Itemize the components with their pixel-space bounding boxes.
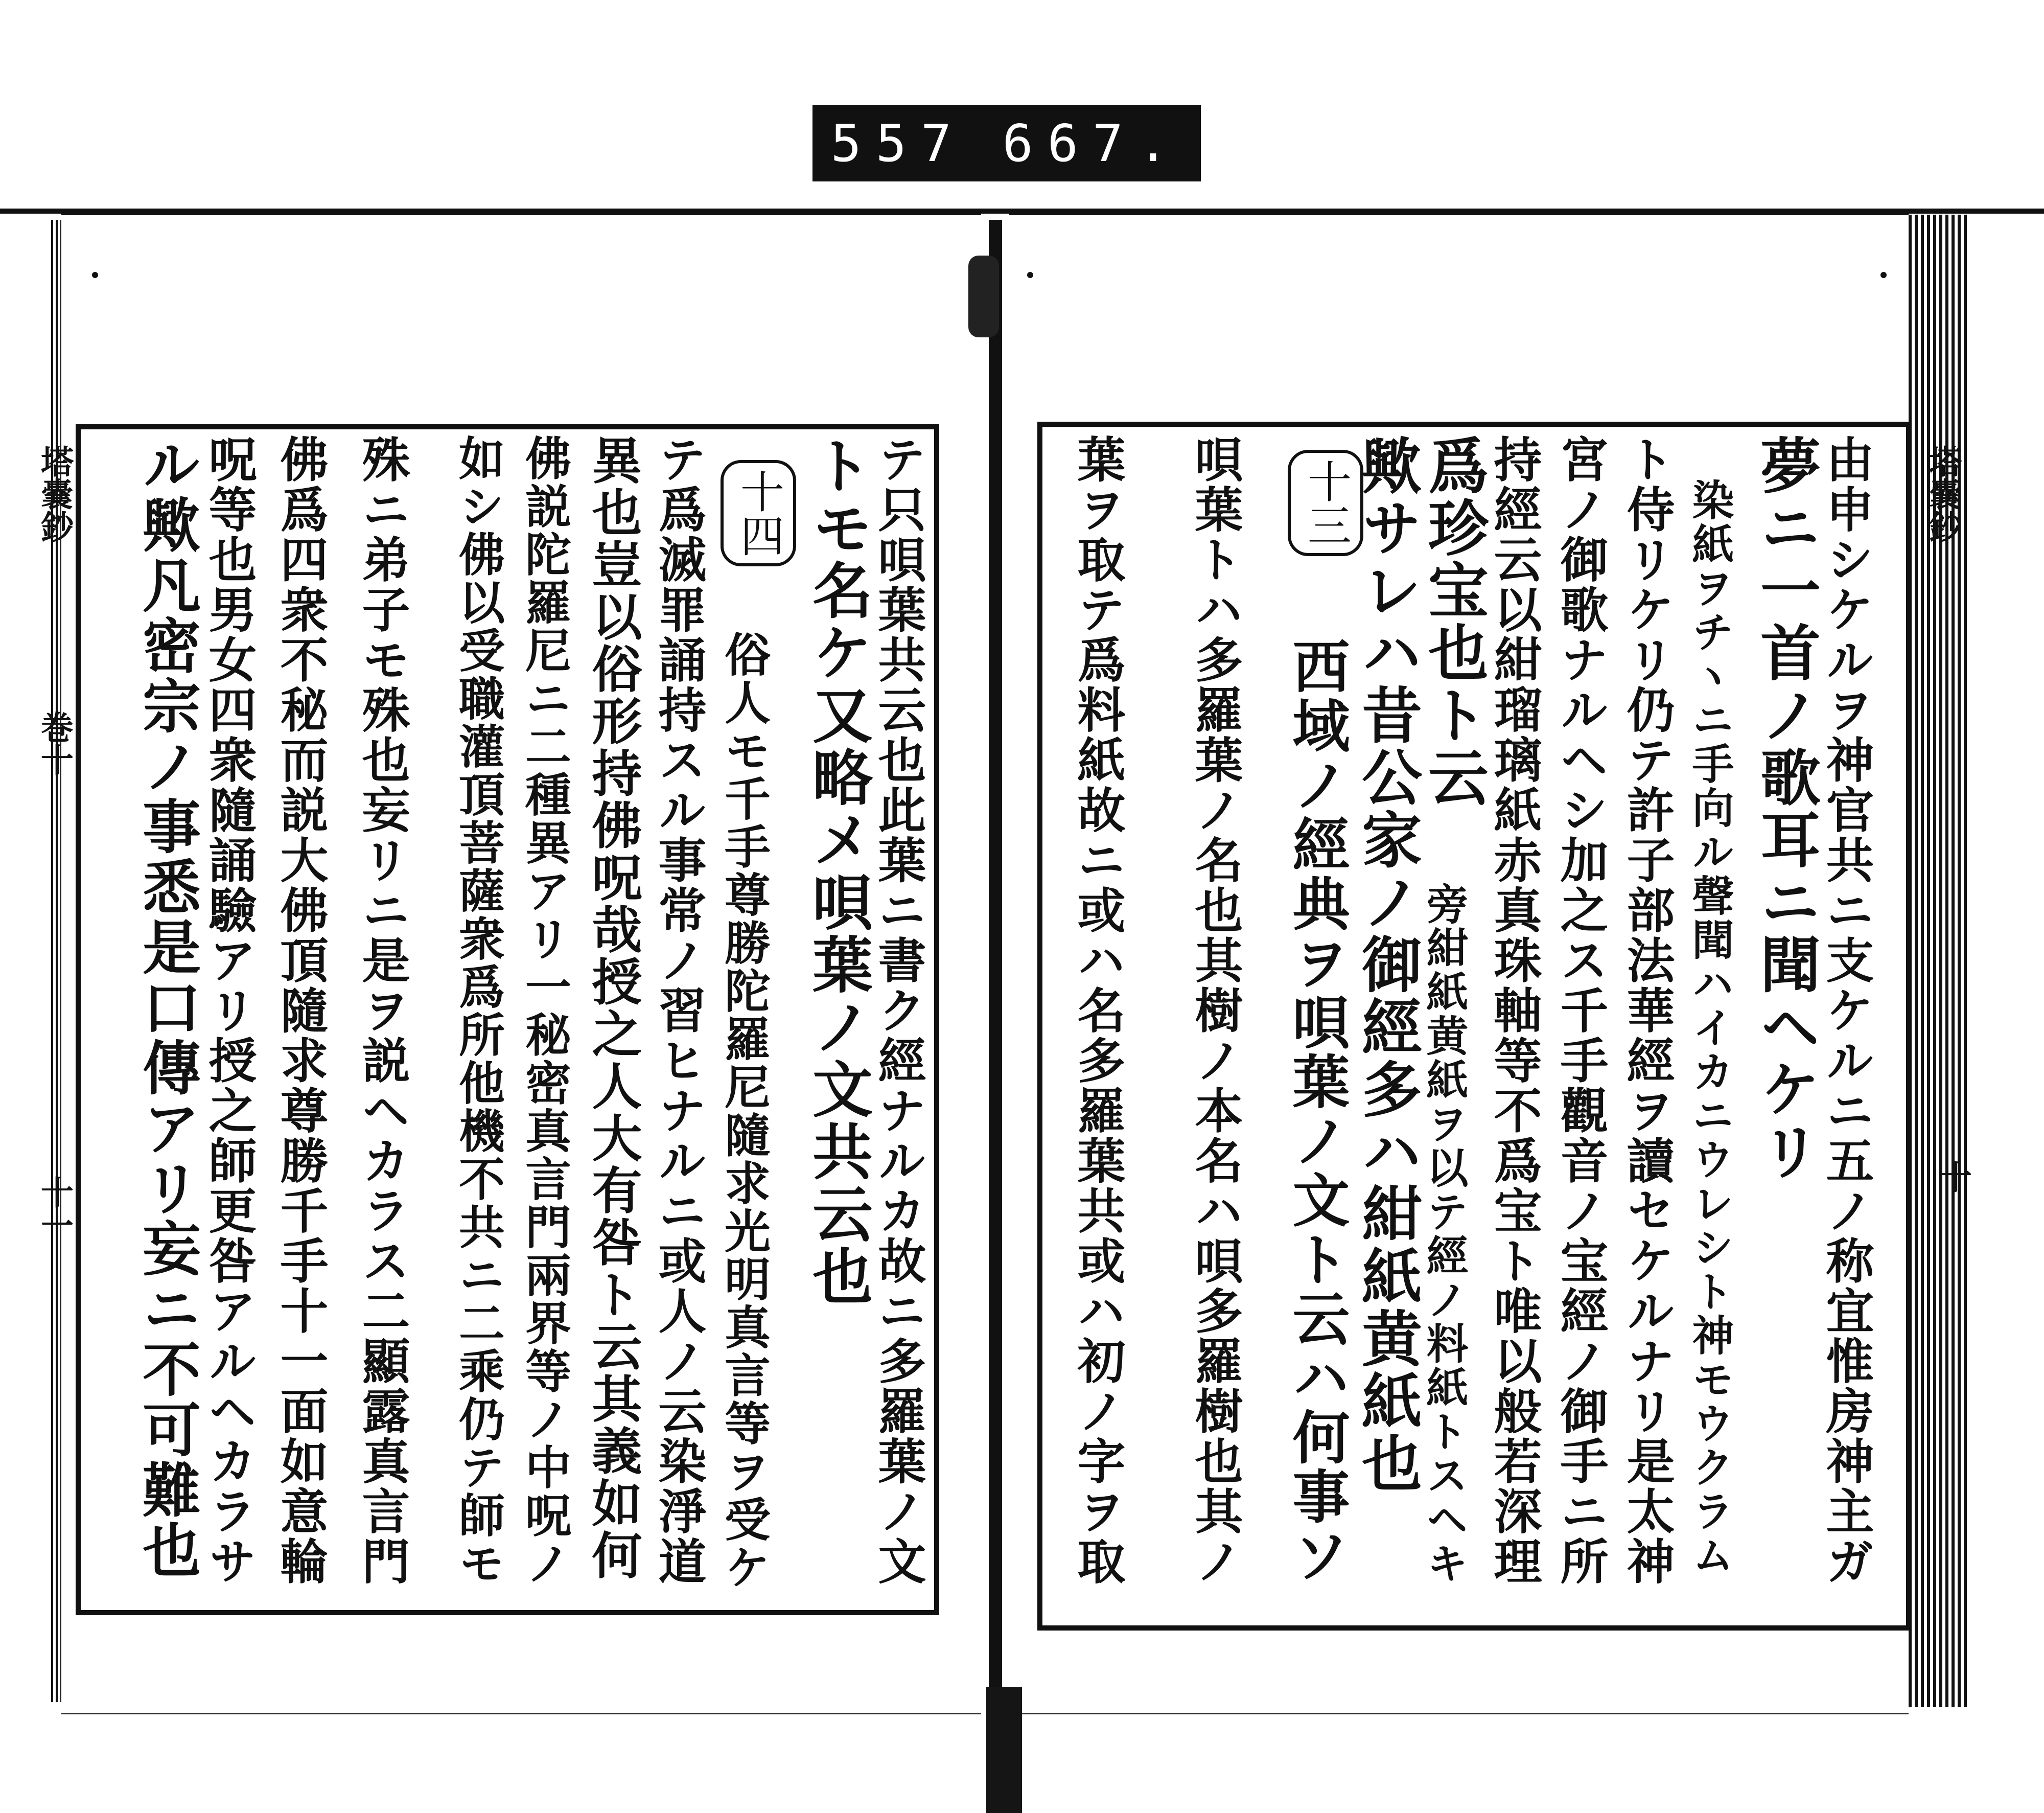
left-column-10: 呪等也男女四衆隨誦驗アリ授之師更咎アルヘカラサ bbox=[200, 434, 257, 1587]
left-column-6: 佛説陀羅尼ニ二種異アリ一秘密真言門兩界等ノ中呪ノ bbox=[517, 434, 571, 1588]
section-marker-14: 十四 bbox=[721, 460, 796, 566]
left-column-7: 如シ佛以受職灌頂菩薩衆爲所他機不共ニ二乘仍テ師モ bbox=[451, 434, 505, 1588]
right-column-1: 由申シケルヲ神官共ニ支ケルニ五ノ称宜惟房神主ガ bbox=[1818, 434, 1874, 1587]
left-column-5: 異也豈以俗形持佛呪哉授之人大有咎ト云其義如何 bbox=[584, 434, 642, 1581]
left-section-marker bbox=[721, 460, 796, 584]
right-hanshin-title: 塔嚢鈔 bbox=[1923, 445, 1962, 543]
right-column-10: 唄葉トハ多羅葉ノ名也其樹ノ本名ハ唄多羅樹也其ノ bbox=[1187, 434, 1243, 1587]
left-column-8: 殊ニ弟子モ殊也妄リニ是ヲ説ヘカラス二顯露真言門 bbox=[354, 434, 410, 1587]
spine-bottom-block bbox=[986, 1687, 1022, 1813]
binding-thread bbox=[968, 256, 999, 337]
right-column-3: 染紙ヲチヽニ手向ル聲聞ハイカニウレシト神モウクラム bbox=[1685, 434, 1734, 1577]
catalog-number-left: 557 bbox=[830, 113, 966, 173]
right-column-2: 夢ニ一首ノ歌耳ニ聞ヘケリ bbox=[1750, 434, 1821, 1183]
binding-hole bbox=[1880, 272, 1887, 278]
left-column-2: トモ名ケ又略メ唄葉ノ文共云也 bbox=[802, 434, 873, 1307]
right-column-4: ト侍リケリ仍テ許子部法華經ヲ讀セケルナリ是太神 bbox=[1618, 434, 1675, 1587]
left-column-1: テ只唄葉共云也此葉ニ書ク經ナルカ故ニ多羅葉ノ文 bbox=[870, 434, 926, 1587]
right-column-9: 西域ノ經典ヲ唄葉ノ文ト云ハ何事ソ bbox=[1283, 578, 1350, 1586]
left-hanshin-volume: 巻十 bbox=[35, 710, 74, 776]
right-column-7b: 旁紺紙黄紙ヲ以テ經ノ料紙トスヘキ bbox=[1420, 838, 1469, 1586]
right-page-edge bbox=[1909, 215, 1970, 1707]
right-column-6: 持經云以紺瑠璃紙赤真珠軸等不爲宝ト唯以般若深理 bbox=[1485, 434, 1542, 1587]
left-column-3: 俗人モ千手尊勝陀羅尼隨求光明真言等ヲ受ケ bbox=[716, 583, 771, 1592]
catalog-number-right: 667. bbox=[1002, 113, 1183, 173]
right-column-5: 宮ノ御歌ナルヘシ加之ス千手觀音ノ宝經ノ御手ニ所 bbox=[1552, 434, 1608, 1587]
right-column-7: 爲珍宝也ト云 bbox=[1418, 434, 1489, 809]
right-section-marker bbox=[1288, 450, 1363, 573]
left-column-4: テ爲滅罪誦持スル事常ノ習ヒナルニ或人ノ云染淨道 bbox=[650, 434, 706, 1587]
left-hanshin-folio: 十一 bbox=[35, 1176, 74, 1241]
catalog-label bbox=[812, 105, 1201, 181]
right-column-8: 歟サレハ昔公家ノ御經多ハ紺紙黄紙也 bbox=[1352, 434, 1423, 1495]
left-hanshin-title: 塔嚢鈔 bbox=[35, 445, 74, 543]
left-column-11: ル歟凡密宗ノ事悉是口傳アリ妄ニ不可難也 bbox=[133, 434, 201, 1580]
right-hanshin-folio: 十 bbox=[1934, 1160, 1972, 1193]
left-column-9: 佛爲四衆不秘而説大佛頂隨求尊勝千手十一面如意輪 bbox=[272, 434, 328, 1587]
right-column-11: 葉ヲ取テ爲料紙故ニ或ハ名多羅葉共或ハ初ノ字ヲ取 bbox=[1069, 434, 1125, 1587]
section-marker-13: 十三 bbox=[1288, 450, 1363, 556]
binding-hole bbox=[92, 272, 98, 278]
binding-hole bbox=[1027, 272, 1033, 278]
book-spine bbox=[989, 220, 1002, 1794]
